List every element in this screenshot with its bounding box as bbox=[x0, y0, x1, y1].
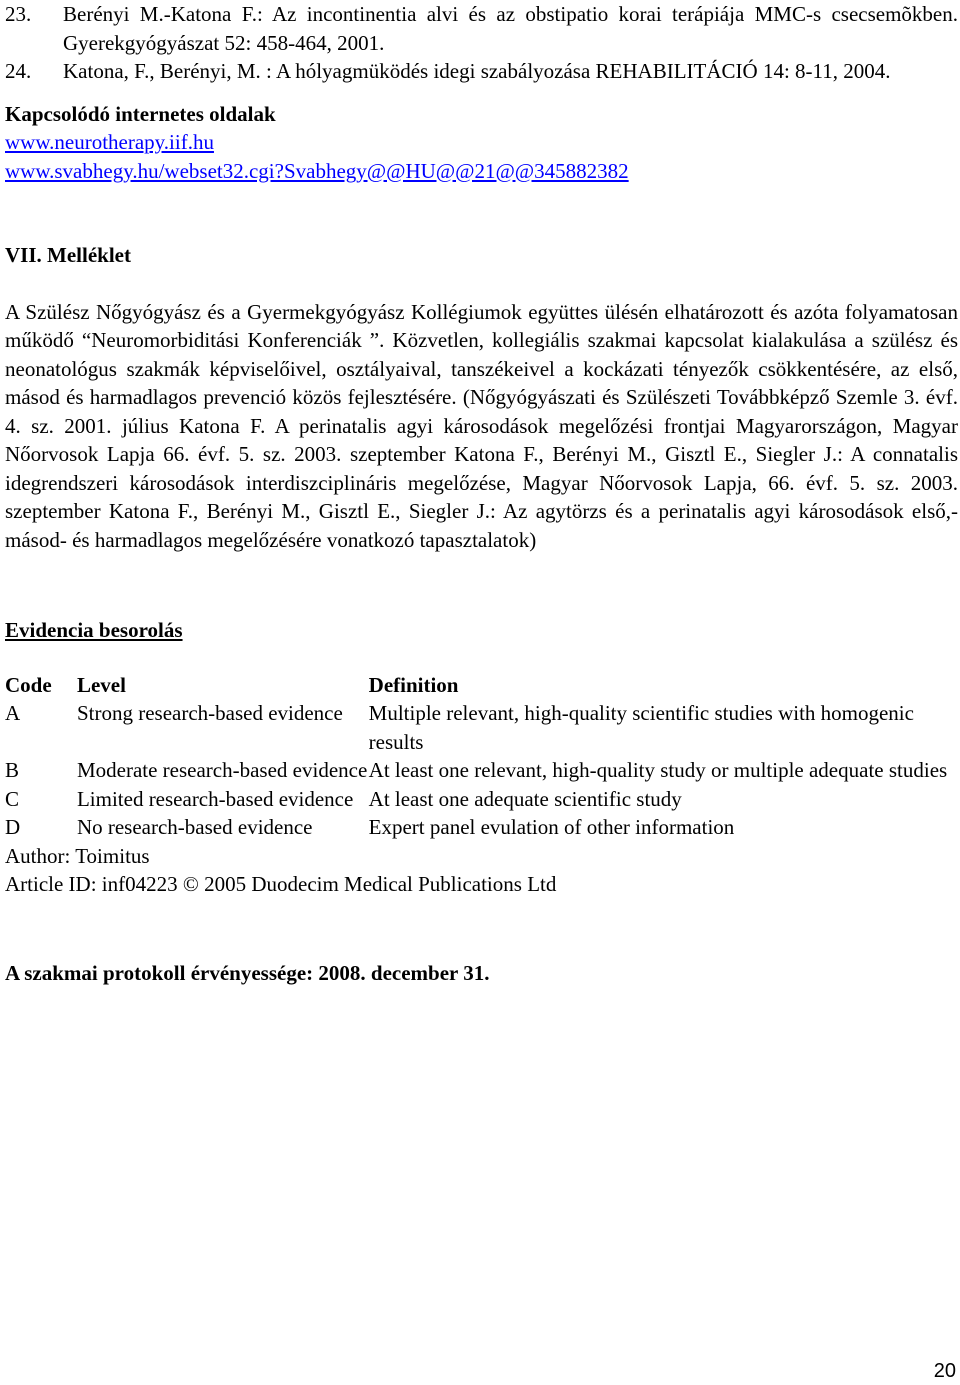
related-links-section bbox=[5, 100, 958, 186]
document-page bbox=[5, 0, 958, 987]
link-neurotherapy[interactable]: www.neurotherapy.iif.hu bbox=[5, 130, 214, 154]
author-line: Author: Toimitus bbox=[5, 843, 150, 868]
header-code: Code bbox=[5, 672, 52, 697]
evidence-definition: At least one adequate scientific study bbox=[368, 786, 682, 811]
evidence-definition: Multiple relevant, high-quality scientific studies with homogenic results bbox=[368, 701, 914, 754]
evidence-level: Moderate research-based evidence bbox=[76, 758, 368, 782]
table-row bbox=[5, 699, 958, 756]
reference-text: Berényi M.-Katona F.: Az incontinentia alvi és az obstipatio korai terápiája MMC-s csecsemõkben. Gyerekgyógyászat 52: 458-464, 2001. bbox=[63, 2, 958, 55]
evidence-code: C bbox=[5, 786, 20, 811]
evidence-code: B bbox=[5, 758, 20, 782]
evidence-header-row bbox=[5, 671, 958, 700]
header-definition: Definition bbox=[368, 672, 459, 697]
appendix-title: VII. Melléklet bbox=[5, 243, 131, 267]
page-number: 20 bbox=[933, 1359, 956, 1382]
evidence-table bbox=[5, 671, 958, 842]
evidence-definition: Expert panel evulation of other information bbox=[368, 815, 735, 839]
reference-number: 23. bbox=[5, 2, 32, 26]
appendix-body: A Szülész Nőgyógyász és a Gyermekgyógyász Kollégiumok együttes ülésén elhatározott és azóta folyamatosan működő “Neuromorbiditási Konferenciák ”. Közvetlen, kollegiális szakmai kapcsolat kialakulása a szülész és neonatológus szakmák képviselőivel, osztályaival, tanszékeivel a kockázati tényezők csökkentésére, az első, másod és harmadlagos prevenció közös fejlesztésére. (Nőgyógyászati és Szülészeti Továbbképző Szemle 3. évf. 4. sz. 2001. július Katona F. A perinatalis agyi károsodások megelőzési frontjai Magyarországon, Magyar Nőorvosok Lapja 66. évf. 5. sz. 2003. szeptember Katona F., Berényi M., Gisztl E., Siegler J.: A connatalis idegrendszeri károsodások interdiszciplináris megelőzése, Magyar Nőorvosok Lapja, 66. évf. 5. sz. 2003. szeptember Katona F., Berényi M., Gisztl E., Siegler J.: Az agytörzs és a perinatalis agyi károsodások első,- másod- és harmadlagos megelőzésére vonatkozó tapasztalatok) bbox=[5, 299, 958, 552]
article-id-line: Article ID: inf04223 © 2005 Duodecim Medical Publications Ltd bbox=[5, 872, 557, 896]
protocol-validity: A szakmai protokoll érvényessége: 2008. december 31. bbox=[5, 960, 490, 985]
evidence-definition: At least one relevant, high-quality study or multiple adequate studies bbox=[368, 758, 948, 782]
evidence-heading: Evidencia besorolás bbox=[5, 618, 183, 642]
evidence-code: D bbox=[5, 815, 21, 839]
reference-24 bbox=[5, 57, 958, 86]
link-svabhegy[interactable]: www.svabhegy.hu/webset32.cgi?Svabhegy@@HU@@21@@345882382 bbox=[5, 158, 629, 183]
reference-number: 24. bbox=[5, 59, 32, 83]
evidence-level: No research-based evidence bbox=[76, 815, 313, 839]
reference-text: Katona, F., Berényi, M. : A hólyagmüködés idegi szabályozása REHABILITÁCIÓ 14: 8-11, 2004. bbox=[63, 59, 891, 83]
table-row bbox=[5, 785, 958, 814]
related-links-heading: Kapcsolódó internetes oldalak bbox=[5, 101, 276, 126]
table-row bbox=[5, 756, 958, 785]
evidence-level: Limited research-based evidence bbox=[76, 786, 354, 811]
header-level: Level bbox=[76, 672, 126, 697]
table-row bbox=[5, 813, 958, 842]
evidence-level: Strong research-based evidence bbox=[76, 701, 343, 725]
evidence-code: A bbox=[5, 701, 21, 725]
reference-23 bbox=[5, 0, 958, 57]
